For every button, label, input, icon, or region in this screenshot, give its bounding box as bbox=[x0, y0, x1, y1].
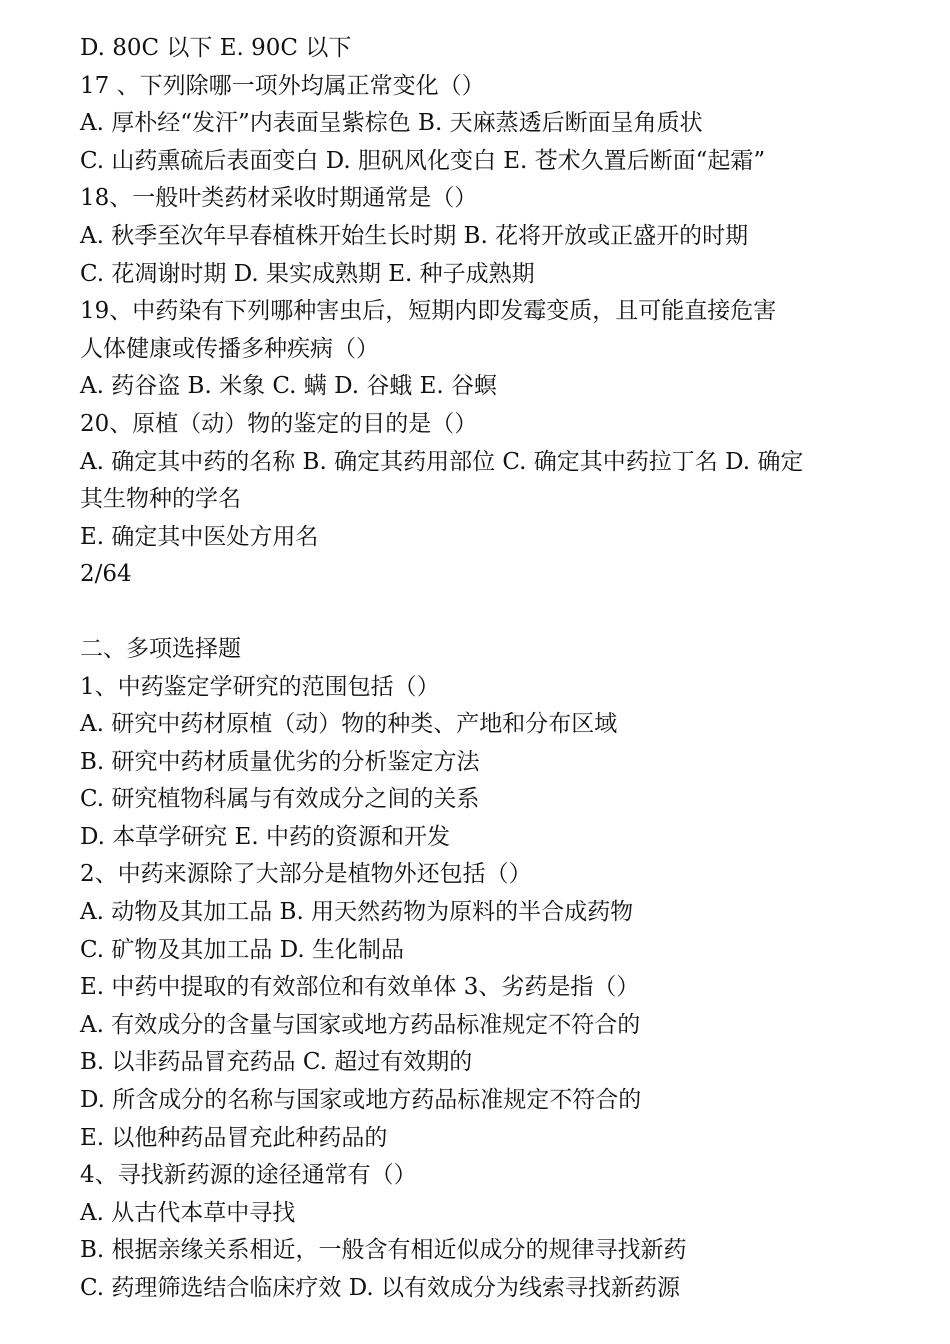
text-line: D. 所含成分的名称与国家或地方药品标准规定不符合的 bbox=[80, 1087, 642, 1114]
question-1: 1、中药鉴定学研究的范围包括（） bbox=[80, 673, 440, 700]
question-2: 2、中药来源除了大部分是植物外还包括（） bbox=[80, 861, 532, 888]
document-page bbox=[80, 30, 880, 1308]
text-line: B. 以非药品冒充药品 C. 超过有效期的 bbox=[80, 1049, 473, 1076]
text-line: D. 80C 以下 E. 90C 以下 bbox=[80, 35, 352, 61]
text-line: A. 确定其中药的名称 B. 确定其药用部位 C. 确定其中药拉丁名 D. 确定 bbox=[80, 448, 804, 475]
text-line: 其生物种的学名 bbox=[80, 486, 241, 513]
question-4: 4、寻找新药源的途径通常有（） bbox=[80, 1162, 417, 1189]
question-block-single-choice bbox=[80, 30, 880, 556]
text-line: A. 药谷盗 B. 米象 C. 螨 D. 谷蛾 E. 谷螟 bbox=[80, 373, 498, 400]
text-line: C. 药理筛选结合临床疗效 D. 以有效成分为线索寻找新药源 bbox=[80, 1275, 680, 1301]
text-line: A. 动物及其加工品 B. 用天然药物为原料的半合成药物 bbox=[80, 899, 634, 926]
text-line: E. 中药中提取的有效部位和有效单体 3、劣药是指（） bbox=[80, 974, 640, 1001]
section-heading: 二、多项选择题 bbox=[80, 635, 241, 662]
question-17: 17 、下列除哪一项外均属正常变化（） bbox=[80, 72, 485, 99]
text-line: A. 有效成分的含量与国家或地方药品标准规定不符合的 bbox=[80, 1011, 641, 1038]
text-line: A. 从古代本草中寻找 bbox=[80, 1199, 296, 1226]
question-20: 20、原植（动）物的鉴定的目的是（） bbox=[80, 410, 478, 437]
text-line: D. 本草学研究 E. 中药的资源和开发 bbox=[80, 823, 450, 850]
question-19: 19、中药染有下列哪种害虫后，短期内即发霉变质，且可能直接危害 bbox=[80, 298, 777, 325]
text-line: C. 山药熏硫后表面变白 D. 胆矾风化变白 E. 苍术久置后断面“起霜” bbox=[80, 147, 766, 174]
question-18: 18、一般叶类药材采收时期通常是（） bbox=[80, 185, 478, 212]
text-line: B. 根据亲缘关系相近，一般含有相近似成分的规律寻找新药 bbox=[80, 1237, 687, 1264]
text-line: E. 以他种药品冒充此种药品的 bbox=[80, 1124, 388, 1151]
text-line: C. 研究植物科属与有效成分之间的关系 bbox=[80, 786, 480, 813]
text-line: A. 秋季至次年早春植株开始生长时期 B. 花将开放或正盛开的时期 bbox=[80, 222, 749, 249]
text-line: C. 矿物及其加工品 D. 生化制品 bbox=[80, 936, 404, 963]
text-line: A. 厚朴经“发汗”内表面呈紫棕色 B. 天麻蒸透后断面呈角质状 bbox=[80, 110, 703, 137]
text-line: A. 研究中药材原植（动）物的种类、产地和分布区域 bbox=[80, 711, 618, 738]
page-gap bbox=[80, 594, 880, 631]
question-block-multiple-choice bbox=[80, 631, 880, 1308]
text-line: E. 确定其中医处方用名 bbox=[80, 523, 319, 550]
text-line: C. 花凋谢时期 D. 果实成熟期 E. 种子成熟期 bbox=[80, 260, 535, 287]
page-number: 2/64 bbox=[80, 561, 132, 588]
text-line: B. 研究中药材质量优劣的分析鉴定方法 bbox=[80, 748, 480, 775]
text-line: 人体健康或传播多种疾病（） bbox=[80, 335, 379, 362]
